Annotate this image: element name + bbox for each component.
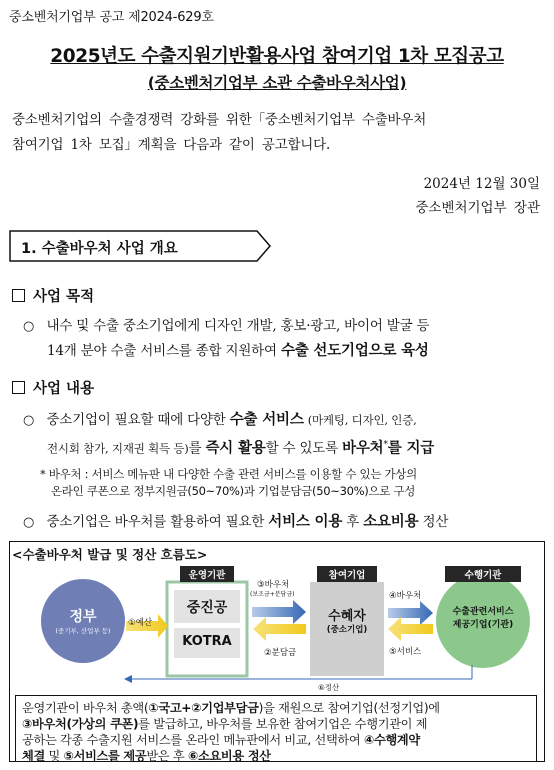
notice-number: 중소벤처기업부 공고 제2024-629호 xyxy=(9,10,214,25)
content-p2-mid: 후 xyxy=(342,514,364,530)
content-heading-label: 사업 내용 xyxy=(33,381,95,397)
summary-l4e: ⑥소요비용 정산 xyxy=(187,749,271,763)
voucher-arrow-3-sub: (보조금+분담금) xyxy=(250,591,295,598)
service-examples-cont: 전시회 참가, 지재권 획득 등) xyxy=(47,441,189,456)
service-use-emphasis: 서비스 이용 xyxy=(268,514,343,530)
voucher-grant-emphasis: 를 지급 xyxy=(387,440,435,457)
content-p1-mid: 를 xyxy=(188,440,206,457)
summary-l3a: 공하는 각종 수출지원 서비스를 온라인 메뉴판에서 비교, 선택하여 xyxy=(22,733,364,747)
intro-line-1: 중소벤처기업의 수출경쟁력 강화를 위한「중소벤처기업부 수출바우처 xyxy=(12,112,427,128)
voucher-arrow-3-label: ③바우처 xyxy=(257,580,290,590)
voucher-arrow-3 xyxy=(252,600,306,624)
content-p2-text: 중소기업은 바우처를 활용하여 필요한 xyxy=(46,514,269,530)
purpose-line-2: 14개 분야 수출 서비스를 종합 지원하여 xyxy=(47,343,281,359)
cost-emphasis: 소요비용 xyxy=(363,514,419,530)
operator-kotra-label: KOTRA xyxy=(182,634,232,649)
summary-l4d: 받은 후 xyxy=(146,749,188,763)
service-arrow xyxy=(388,617,433,641)
flow-diagram-title: <수출바우처 발급 및 정산 흐름도> xyxy=(12,547,208,562)
provider-label xyxy=(436,606,530,632)
purpose-goal-emphasis: 수출 선도기업으로 육성 xyxy=(280,343,429,359)
budget-arrow-label: ①예산 xyxy=(128,618,153,628)
summary-l4c: ⑤서비스를 제공 xyxy=(63,749,147,763)
settle-label: ⑥정산 xyxy=(318,683,340,692)
export-service-emphasis: 수출 서비스 xyxy=(229,412,304,428)
summary-l3b: ④수행계약 xyxy=(363,733,420,747)
provider-line-1: 수출관련서비스 xyxy=(452,607,514,617)
beneficiary-sub-label: (중소기업) xyxy=(326,625,368,635)
purpose-heading-label: 사업 목적 xyxy=(33,289,95,305)
announcement-date: 2024년 12월 30일 xyxy=(423,176,540,192)
beneficiary-label: 수혜자 xyxy=(328,609,366,624)
service-arrow-label: ⑤서비스 xyxy=(389,647,422,657)
summary-l1c: )을 재원으로 참여기업(선정기업)에 xyxy=(258,701,440,715)
provider-line-2: 제공기업(기관) xyxy=(452,620,514,630)
purpose-line-1: 내수 및 수출 중소기업에게 디자인 개발, 홍보·광고, 바이어 발굴 등 xyxy=(46,318,430,334)
summary-l4a: 체결 xyxy=(22,749,45,763)
content-p2-post: 정산 xyxy=(418,514,449,530)
circle-bullet-icon: ○ xyxy=(23,515,35,530)
voucher-arrow-4 xyxy=(388,601,433,625)
section-heading-label: 1. 수출바우처 사업 개요 xyxy=(21,241,178,257)
page-subtitle: (중소벤처기업부 소관 수출바우처사업) xyxy=(147,74,407,92)
provider-header-label: 수행기관 xyxy=(464,570,502,581)
immediate-use-emphasis: 즉시 활용 xyxy=(205,440,266,457)
content-p1-text: 중소기업이 필요할 때에 다양한 xyxy=(46,412,230,428)
government-label: 정부 xyxy=(69,609,97,625)
intro-line-2: 참여기업 1차 모집」계획을 다음과 같이 공고합니다. xyxy=(12,137,331,153)
service-examples: (마케팅, 디자인, 인증, xyxy=(307,413,417,427)
share-arrow xyxy=(253,617,306,641)
content-p1-mid2: 할 수 있도록 xyxy=(265,440,343,457)
circle-bullet-icon: ○ xyxy=(23,319,35,334)
voucher-arrow-4-label: ④바우처 xyxy=(389,591,422,601)
footnote-line-1: * 바우처 : 서비스 메뉴판 내 다양한 수출 관련 서비스를 이용할 수 있는 가상의 xyxy=(40,467,417,481)
participant-header-label: 참여기업 xyxy=(328,570,366,581)
operator-header-label: 운영기관 xyxy=(188,570,226,581)
government-sub-label: (중기부, 산업부 등) xyxy=(55,627,111,635)
circle-bullet-icon: ○ xyxy=(23,413,35,428)
summary-l1b: ①국고+②기업부담금 xyxy=(148,701,259,715)
operator-kosme-label: 중진공 xyxy=(186,600,228,616)
summary-l2b: 를 발급하고, 바우처를 보유한 참여기업은 수행기관이 제 xyxy=(138,717,428,731)
ministry-signature: 중소벤처기업부 장관 xyxy=(415,200,540,216)
settle-arrowhead xyxy=(124,675,132,683)
voucher-emphasis: 바우처 xyxy=(342,440,384,457)
page-title: 2025년도 수출지원기반활용사업 참여기업 1차 모집공고 xyxy=(50,46,504,67)
summary-l1a: 운영기관이 바우처 총액( xyxy=(22,701,149,715)
flow-summary-box xyxy=(15,695,537,762)
summary-l4b: 및 xyxy=(44,749,64,763)
footnote-marker: * xyxy=(383,440,388,450)
summary-l2a: ③바우처(가상의 쿠폰) xyxy=(22,717,139,731)
footnote-line-2: 온라인 쿠폰으로 정부지원금(50~70%)과 기업분담금(50~30%)으로 구성 xyxy=(51,484,416,498)
share-arrow-label: ②분담금 xyxy=(264,648,297,658)
